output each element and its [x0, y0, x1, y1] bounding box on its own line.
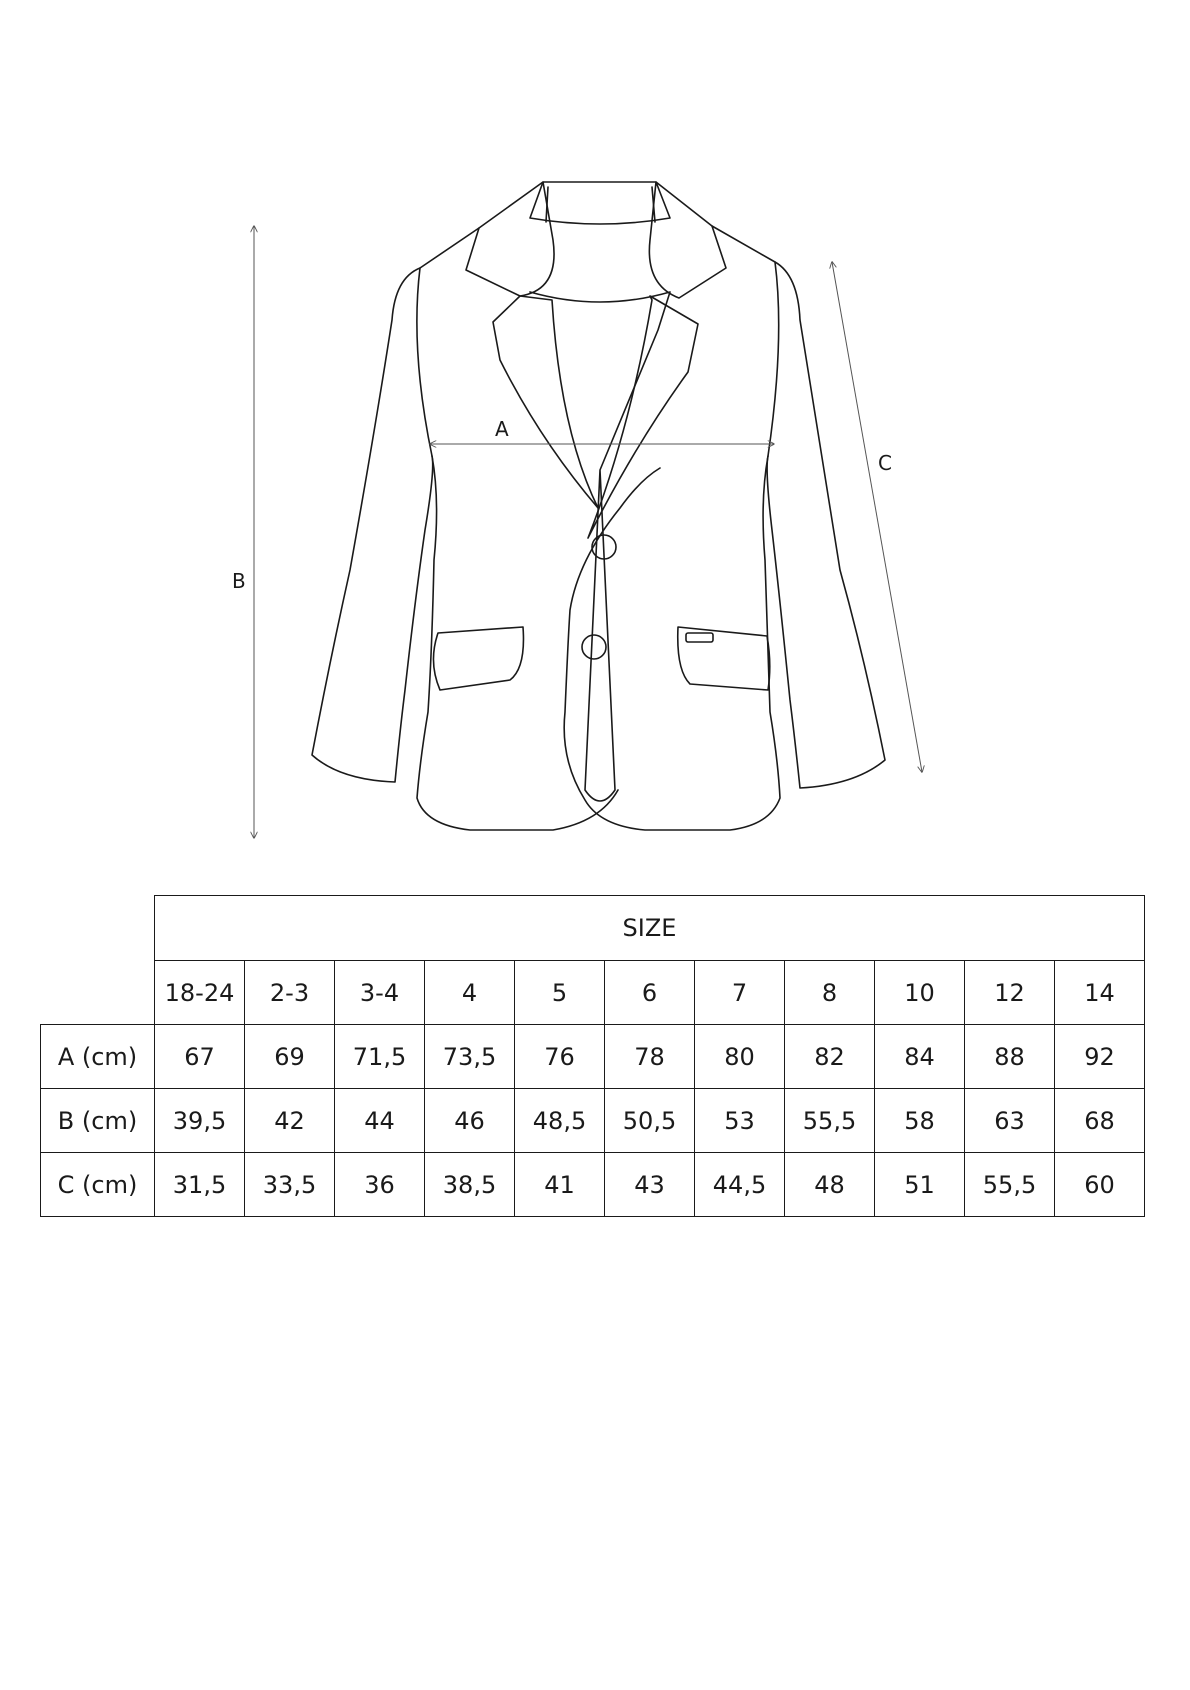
measurement-lines [254, 226, 922, 838]
inner-neckline [546, 187, 655, 222]
value-cell: 51 [875, 1153, 965, 1217]
value-cell: 31,5 [155, 1153, 245, 1217]
value-cell: 73,5 [425, 1025, 515, 1089]
jacket-outline [312, 182, 885, 830]
value-cell: 69 [245, 1025, 335, 1089]
size-cell: 10 [875, 961, 965, 1025]
measure-c-line [832, 262, 922, 772]
value-cell: 42 [245, 1089, 335, 1153]
right-pocket-flap [678, 627, 770, 690]
measure-c-label: C [878, 451, 892, 475]
size-values-row [41, 961, 1145, 1025]
right-sleeve [767, 262, 885, 788]
left-sleeve [312, 268, 433, 782]
measure-b-label: B [232, 569, 246, 593]
right-lapel [588, 296, 698, 538]
value-cell: 68 [1055, 1089, 1145, 1153]
value-cell: 71,5 [335, 1025, 425, 1089]
value-cell: 80 [695, 1025, 785, 1089]
value-cell: 33,5 [245, 1153, 335, 1217]
size-cell: 2-3 [245, 961, 335, 1025]
value-cell: 78 [605, 1025, 695, 1089]
row-label: C (cm) [41, 1153, 155, 1217]
value-cell: 41 [515, 1153, 605, 1217]
size-cell: 7 [695, 961, 785, 1025]
value-cell: 44 [335, 1089, 425, 1153]
size-header-row [41, 896, 1145, 961]
value-cell: 46 [425, 1089, 515, 1153]
left-collar [466, 182, 554, 296]
right-collar [649, 182, 726, 298]
pocket-tab [686, 633, 713, 642]
size-header: SIZE [155, 896, 1145, 961]
shirt-front [530, 292, 670, 801]
value-cell: 48,5 [515, 1089, 605, 1153]
measurement-row-a [41, 1025, 1145, 1089]
row-label: A (cm) [41, 1025, 155, 1089]
value-cell: 38,5 [425, 1153, 515, 1217]
value-cell: 58 [875, 1089, 965, 1153]
value-cell: 84 [875, 1025, 965, 1089]
value-cell: 48 [785, 1153, 875, 1217]
value-cell: 67 [155, 1025, 245, 1089]
value-cell: 55,5 [965, 1153, 1055, 1217]
size-cell: 12 [965, 961, 1055, 1025]
value-cell: 39,5 [155, 1089, 245, 1153]
value-cell: 76 [515, 1025, 605, 1089]
button-bottom [582, 635, 606, 659]
measure-a-label: A [495, 417, 509, 441]
value-cell: 43 [605, 1153, 695, 1217]
value-cell: 88 [965, 1025, 1055, 1089]
size-cell: 18-24 [155, 961, 245, 1025]
size-cell: 14 [1055, 961, 1145, 1025]
measurement-row-c [41, 1153, 1145, 1217]
value-cell: 92 [1055, 1025, 1145, 1089]
back-collar [530, 182, 670, 224]
size-table [40, 895, 1145, 1217]
value-cell: 55,5 [785, 1089, 875, 1153]
value-cell: 50,5 [605, 1089, 695, 1153]
size-cell: 5 [515, 961, 605, 1025]
left-pocket-flap [433, 627, 523, 690]
value-cell: 44,5 [695, 1153, 785, 1217]
size-cell: 4 [425, 961, 515, 1025]
row-label: B (cm) [41, 1089, 155, 1153]
value-cell: 60 [1055, 1153, 1145, 1217]
measurement-row-b [41, 1089, 1145, 1153]
size-cell: 8 [785, 961, 875, 1025]
left-lapel [493, 296, 598, 508]
value-cell: 63 [965, 1089, 1055, 1153]
value-cell: 82 [785, 1025, 875, 1089]
size-cell: 6 [605, 961, 695, 1025]
value-cell: 53 [695, 1089, 785, 1153]
value-cell: 36 [335, 1153, 425, 1217]
size-cell: 3-4 [335, 961, 425, 1025]
